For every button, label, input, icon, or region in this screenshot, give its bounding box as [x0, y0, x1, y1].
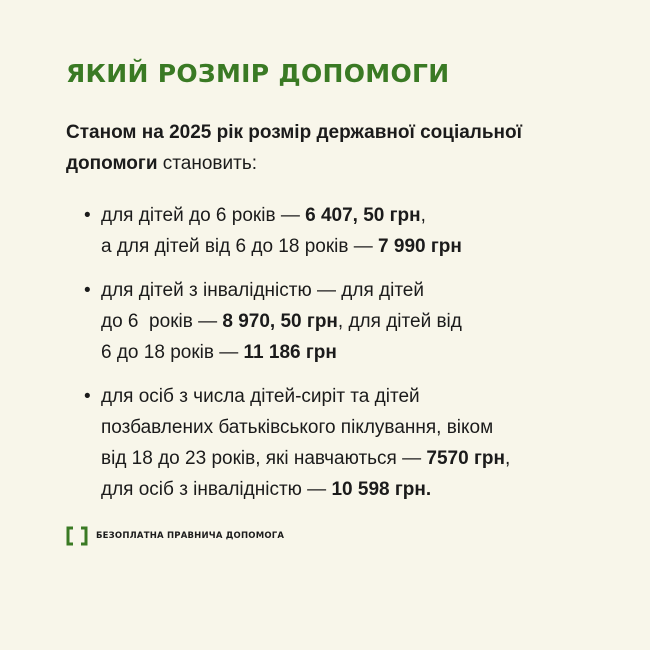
item-text: від 18 до 23 років, які навчаються —	[101, 448, 427, 469]
item-amount: 7570 грн	[426, 448, 505, 469]
item-text: , для дітей від	[337, 311, 462, 332]
footer-text: БЕЗОПЛАТНА ПРАВНИЧА ДОПОМОГА	[96, 531, 285, 541]
benefit-list	[66, 200, 606, 505]
item-text: 6 до 18 років —	[101, 342, 244, 363]
list-item	[66, 200, 606, 262]
item-amount: 11 186 грн	[243, 342, 337, 363]
list-item	[66, 275, 606, 368]
item-text: для осіб з інвалідністю —	[101, 479, 332, 500]
intro-bold: Станом на 2025 рік розмір державної соціальної допомоги	[66, 122, 522, 174]
item-amount: 6 407, 50 грн	[305, 205, 421, 226]
list-item	[66, 381, 606, 505]
item-text: для дітей з інвалідністю — для дітей	[101, 280, 424, 301]
bullet-icon: •	[84, 280, 91, 301]
intro-rest: становить:	[157, 153, 257, 174]
item-text: позбавлених батьківського піклування, віком	[101, 417, 494, 438]
item-text: ,	[504, 448, 511, 469]
bullet-icon: •	[84, 386, 91, 407]
item-text: ,	[420, 205, 426, 226]
content-card	[66, 56, 606, 518]
item-amount: 10 598 грн.	[331, 479, 432, 500]
item-text: до 6 років —	[101, 311, 223, 332]
bullet-icon: •	[84, 205, 91, 226]
bracket-logo-icon	[66, 526, 88, 546]
item-text: а для дітей від 6 до 18 років —	[101, 236, 379, 257]
item-text: для дітей до 6 років —	[101, 205, 306, 226]
item-amount: 8 970, 50 грн	[222, 311, 338, 332]
item-amount: 7 990 грн	[378, 236, 462, 257]
footer-brand	[66, 526, 284, 546]
item-text: для осіб з числа дітей-сиріт та дітей	[101, 386, 420, 407]
page-title: ЯКИЙ РОЗМІР ДОПОМОГИ	[66, 59, 450, 88]
intro-text	[66, 117, 606, 179]
